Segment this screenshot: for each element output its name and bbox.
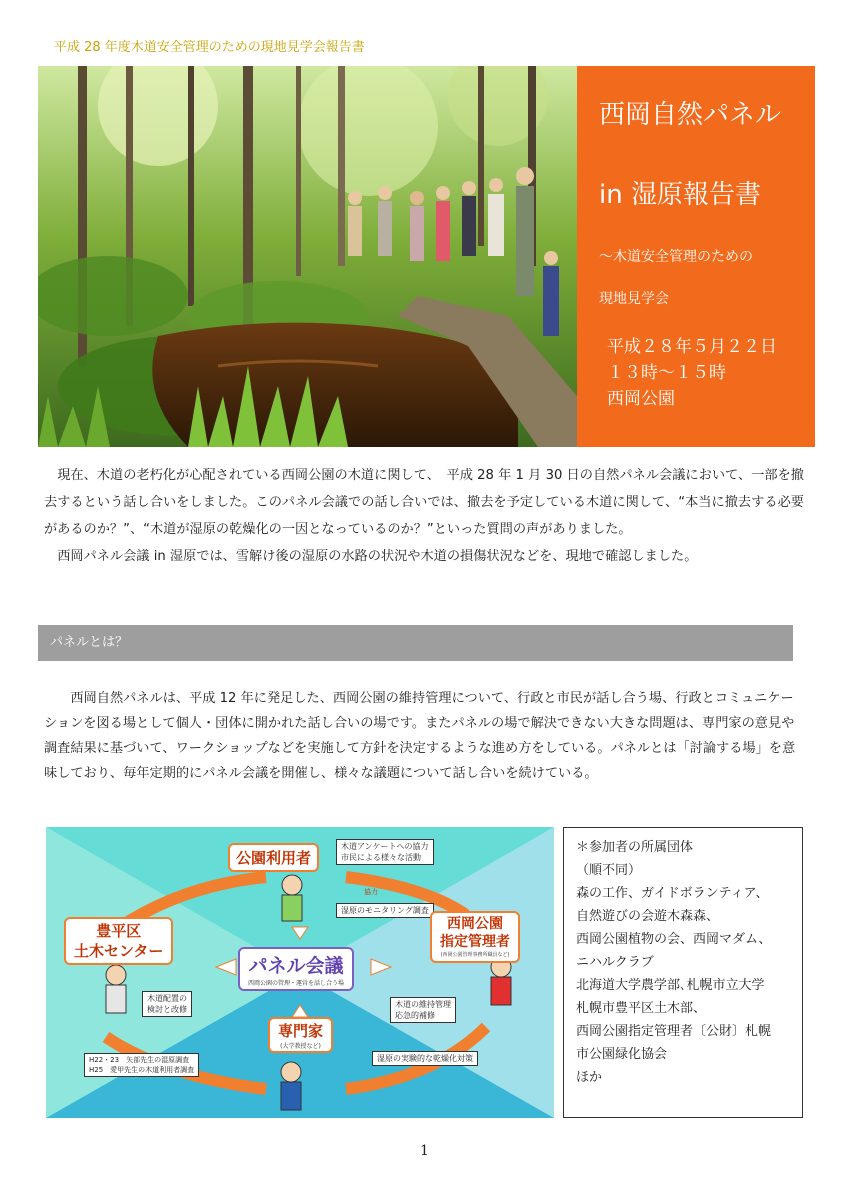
participants-heading: ＊参加者の所属団体 <box>576 840 694 855</box>
event-details <box>607 334 777 412</box>
participant-line: 西岡公園植物の会、西岡マダム、 <box>576 932 772 947</box>
expert-box <box>268 1017 333 1053</box>
left-org-box <box>64 917 173 965</box>
right-org-sub: (西岡公園管理事務所職員など) <box>440 952 510 958</box>
forest-wetland-photo <box>38 66 577 447</box>
participants-note: （順不同） <box>576 863 642 878</box>
study-note <box>84 1053 199 1077</box>
right-org-line-1: 西岡公園 <box>447 916 503 932</box>
left-org-line-1: 豊平区 <box>96 922 142 940</box>
center-label: パネル会議 <box>248 955 344 977</box>
participant-line: 市公園緑化協会 <box>576 1047 668 1062</box>
right-org-box <box>430 911 520 963</box>
panel-description <box>44 686 804 786</box>
title-line-1: 西岡自然パネル <box>599 100 782 130</box>
event-place: 西岡公園 <box>607 389 675 409</box>
monitoring-label: 湿原のモニタリング調査 <box>336 903 434 918</box>
left-note-2: 検討と改修 <box>147 1005 187 1014</box>
event-time: １３時～１５時 <box>607 363 726 383</box>
title-line-2: in 湿原報告書 <box>599 180 761 210</box>
event-date: 平成２８年５月２２日 <box>607 337 777 357</box>
participant-line: ほか <box>576 1070 603 1085</box>
title-box <box>577 66 815 447</box>
left-note-1: 木道配置の <box>147 994 187 1003</box>
participant-line: 森の工作、ガイドボランティア、 <box>576 886 769 901</box>
participant-line: 北海道大学農学部､札幌市立大学 <box>576 978 765 993</box>
expert-label: 専門家 <box>278 1022 324 1040</box>
participants-box <box>563 827 803 1118</box>
study-note-1: H22・23 矢部先生の湿原調査 <box>89 1056 190 1064</box>
left-org-line-2: 土木センター <box>74 942 164 960</box>
center-sub: 西岡公園の管理・運営を話し合う場 <box>248 980 345 987</box>
participant-line: ニハルクラブ <box>576 955 654 970</box>
participant-line: 札幌市豊平区土木部、 <box>576 1001 707 1016</box>
subtitle-line-2: 現地見学会 <box>599 291 669 307</box>
study-note-2: H25 愛甲先生の木道利用者調査 <box>89 1066 195 1074</box>
participant-line: 自然遊びの会遊木森森、 <box>576 909 720 924</box>
park-users-label: 公園利用者 <box>228 843 319 872</box>
right-note <box>390 997 456 1023</box>
expert-sub: (大学教授など) <box>280 1043 321 1050</box>
participant-line: 西岡公園指定管理者〔公財〕札幌 <box>576 1024 772 1039</box>
intro-paragraph-2: 西岡パネル会議 in 湿原では、雪解け後の湿原の水路の状況や木道の損傷状況などを、現地で確認しました。 <box>57 549 698 564</box>
page-number: 1 <box>420 1143 429 1159</box>
section-heading-bar <box>38 625 793 661</box>
park-users-note-2: 市民による様々な活動 <box>341 853 421 862</box>
intro-paragraph-1: 現在、木道の老朽化が心配されている西岡公園の木道に関して、 平成 28 年 1 月 30 日の自然パネル会議において、一部を撤去するという話し合いをしました。このパネル会議での話し合いでは、撤去を予定している木道に関して、“本当に撤去する必要があるのか？”、“木道が湿原の乾燥化の一因となっているのか？”といった質問の声がありました。 <box>44 468 804 537</box>
right-note-2: 応急的補修 <box>395 1011 435 1020</box>
left-note <box>142 991 192 1017</box>
panel-description-text: 西岡自然パネルは、平成 12 年に発足した、西岡公園の維持管理について、行政と市民が話し合う場、行政とコミュニケーションを図る場として個人・団体に開かれた話し合いの場です。またパネルの場で解決できない大きな問題は、専門家の意見や調査結果に基づいて、ワークショップなどを実施して方針を決定するような進め方をしている。パネルとは「討論する場」を意味しており、毎年定期的にパネル会議を開催し、様々な議題について話し合いを続けている。 <box>44 691 796 781</box>
section-heading: パネルとは？ <box>50 635 129 650</box>
right-org-line-2: 指定管理者 <box>440 934 510 950</box>
dry-test-note: 湿原の実験的な乾燥化対策 <box>372 1051 478 1066</box>
right-note-1: 木道の維持管理 <box>395 1000 451 1009</box>
park-users-note <box>336 839 434 865</box>
subtitle-line-1: ～木道安全管理のための <box>599 249 753 265</box>
panel-structure-diagram <box>46 827 554 1118</box>
cooperation-label: 協力 <box>364 888 378 896</box>
center-box <box>238 947 354 991</box>
intro-text <box>44 462 804 570</box>
report-header: 平成 28 年度木道安全管理のための現地見学会報告書 <box>54 40 365 55</box>
park-users-note-1: 木道アンケートへの協力 <box>341 842 429 851</box>
